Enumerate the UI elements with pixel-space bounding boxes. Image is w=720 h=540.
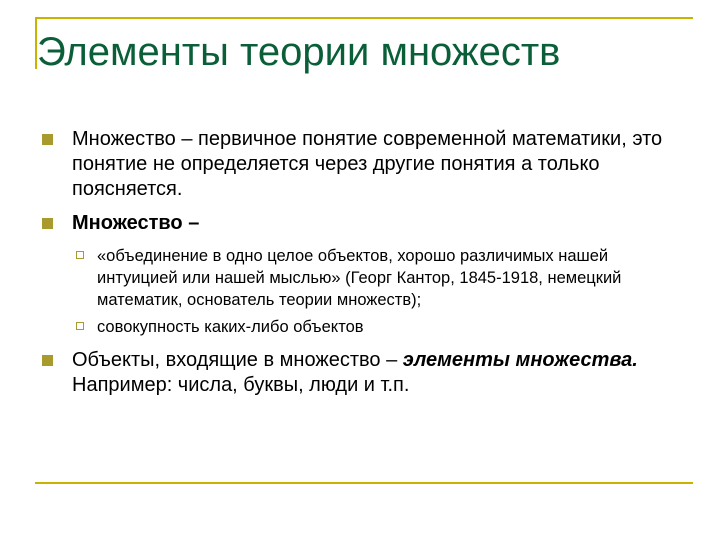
sub-bullet-text: совокупность каких-либо объектов <box>97 318 364 336</box>
hollow-square-bullet-icon <box>76 251 84 259</box>
slide-title: Элементы теории множеств <box>37 30 561 74</box>
bullet-text: Множество – первичное понятие современной математики, это понятие не определяется через другие понятия а только поясняется. <box>72 128 663 200</box>
bullet-bold-text: Множество – <box>72 212 200 234</box>
bullet-item <box>40 211 680 236</box>
bullet-emphasis-text: элементы множества. <box>402 349 638 371</box>
top-divider-line <box>35 17 693 19</box>
bottom-divider-line <box>35 482 693 484</box>
square-bullet-icon <box>42 218 53 229</box>
bullet-item <box>40 348 680 398</box>
bullet-item <box>40 127 680 202</box>
sub-bullet-item <box>40 245 680 311</box>
sub-bullet-item <box>40 316 680 338</box>
square-bullet-icon <box>42 355 53 366</box>
bullet-text-before: Объекты, входящие в множество – <box>72 349 403 371</box>
sub-bullet-text: «объединение в одно целое объектов, хорошо различимых нашей интуицией или нашей мыслью» (Георг Кантор, 1845-1918, немецкий математик, основатель теории множеств); <box>97 247 622 309</box>
hollow-square-bullet-icon <box>76 322 84 330</box>
bullet-text-after: Например: числа, буквы, люди и т.п. <box>72 374 410 396</box>
slide-content <box>40 127 680 398</box>
square-bullet-icon <box>42 134 53 145</box>
